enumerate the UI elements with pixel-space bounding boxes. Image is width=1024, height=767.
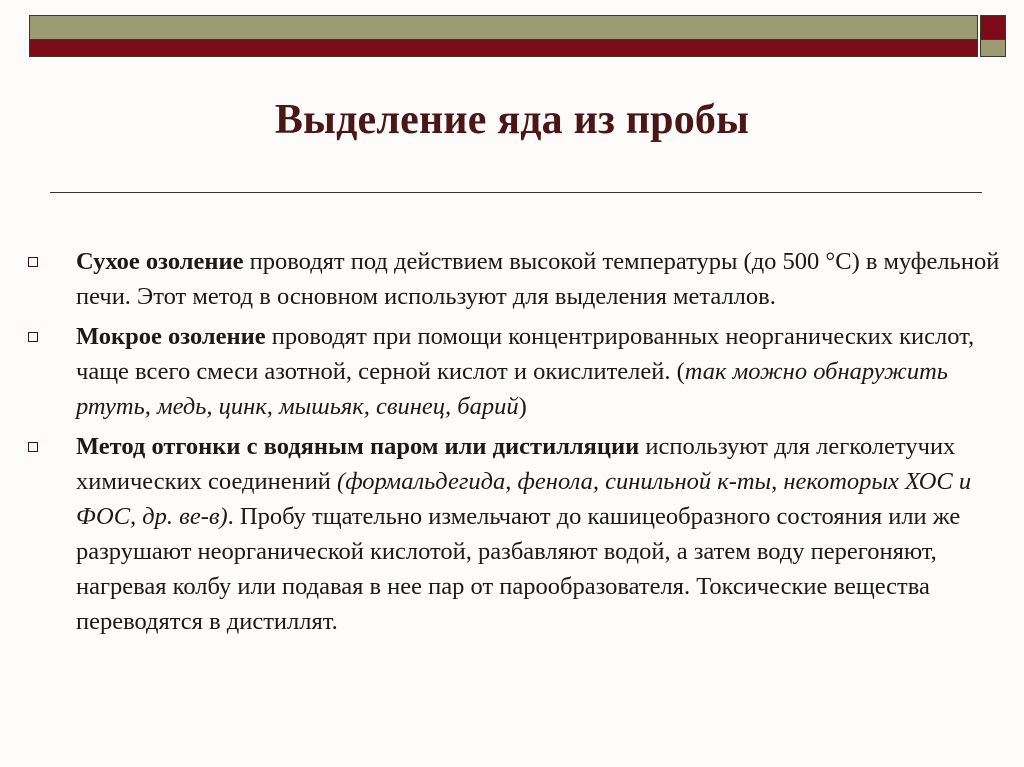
slide-title: Выделение яда из пробы <box>274 97 750 143</box>
bullet-text: используют для легколетучих химических соединений <box>76 433 956 495</box>
bullet-term: Мокрое озоление <box>76 323 266 350</box>
bullet-italic-text: так можно обнаружить ртуть, медь, цинк, мышьяк, свинец, барий <box>76 358 948 420</box>
bullet-italic-text: (формальдегида, фенола, синильной к-ты, некоторых ХОС и ФОС, др. ве-в) <box>76 468 972 530</box>
bullet-text-after: . Пробу тщательно измельчают до кашицеобразного состояния или же разрушают неорганической кислотой, разбавляют водой, а затем воду перегоняют, нагревая колбу или подавая в нее пар от парообразователя. Токсические вещества переводятся в дистиллят. <box>76 503 961 635</box>
header-square-maroon <box>980 15 1006 40</box>
hollow-square-bullet-icon <box>28 257 38 267</box>
bullet-list <box>28 244 1003 644</box>
bullet-item-wet-ashing <box>28 319 1003 424</box>
header-bar-maroon <box>29 40 978 57</box>
title-divider <box>50 192 982 193</box>
bullet-term: Метод отгонки с водяным паром или дистилляции <box>76 433 640 460</box>
header-bar-olive <box>29 15 978 40</box>
bullet-text: проводят при помощи концентрированных неорганических кислот, чаще всего смеси азотной, серной кислот и окислителей. ( <box>76 323 975 385</box>
hollow-square-bullet-icon <box>28 332 38 342</box>
bullet-term: Сухое озоление <box>76 248 244 275</box>
bullet-text-after: ) <box>518 393 527 420</box>
bullet-text: проводят под действием высокой температуры (до 500 °С) в муфельной печи. Этот метод в основном используют для выделения металлов. <box>76 248 1000 310</box>
hollow-square-bullet-icon <box>28 442 38 452</box>
header-square-olive <box>980 40 1006 57</box>
bullet-item-dry-ashing <box>28 244 1003 314</box>
bullet-item-steam-distillation <box>28 429 1003 639</box>
